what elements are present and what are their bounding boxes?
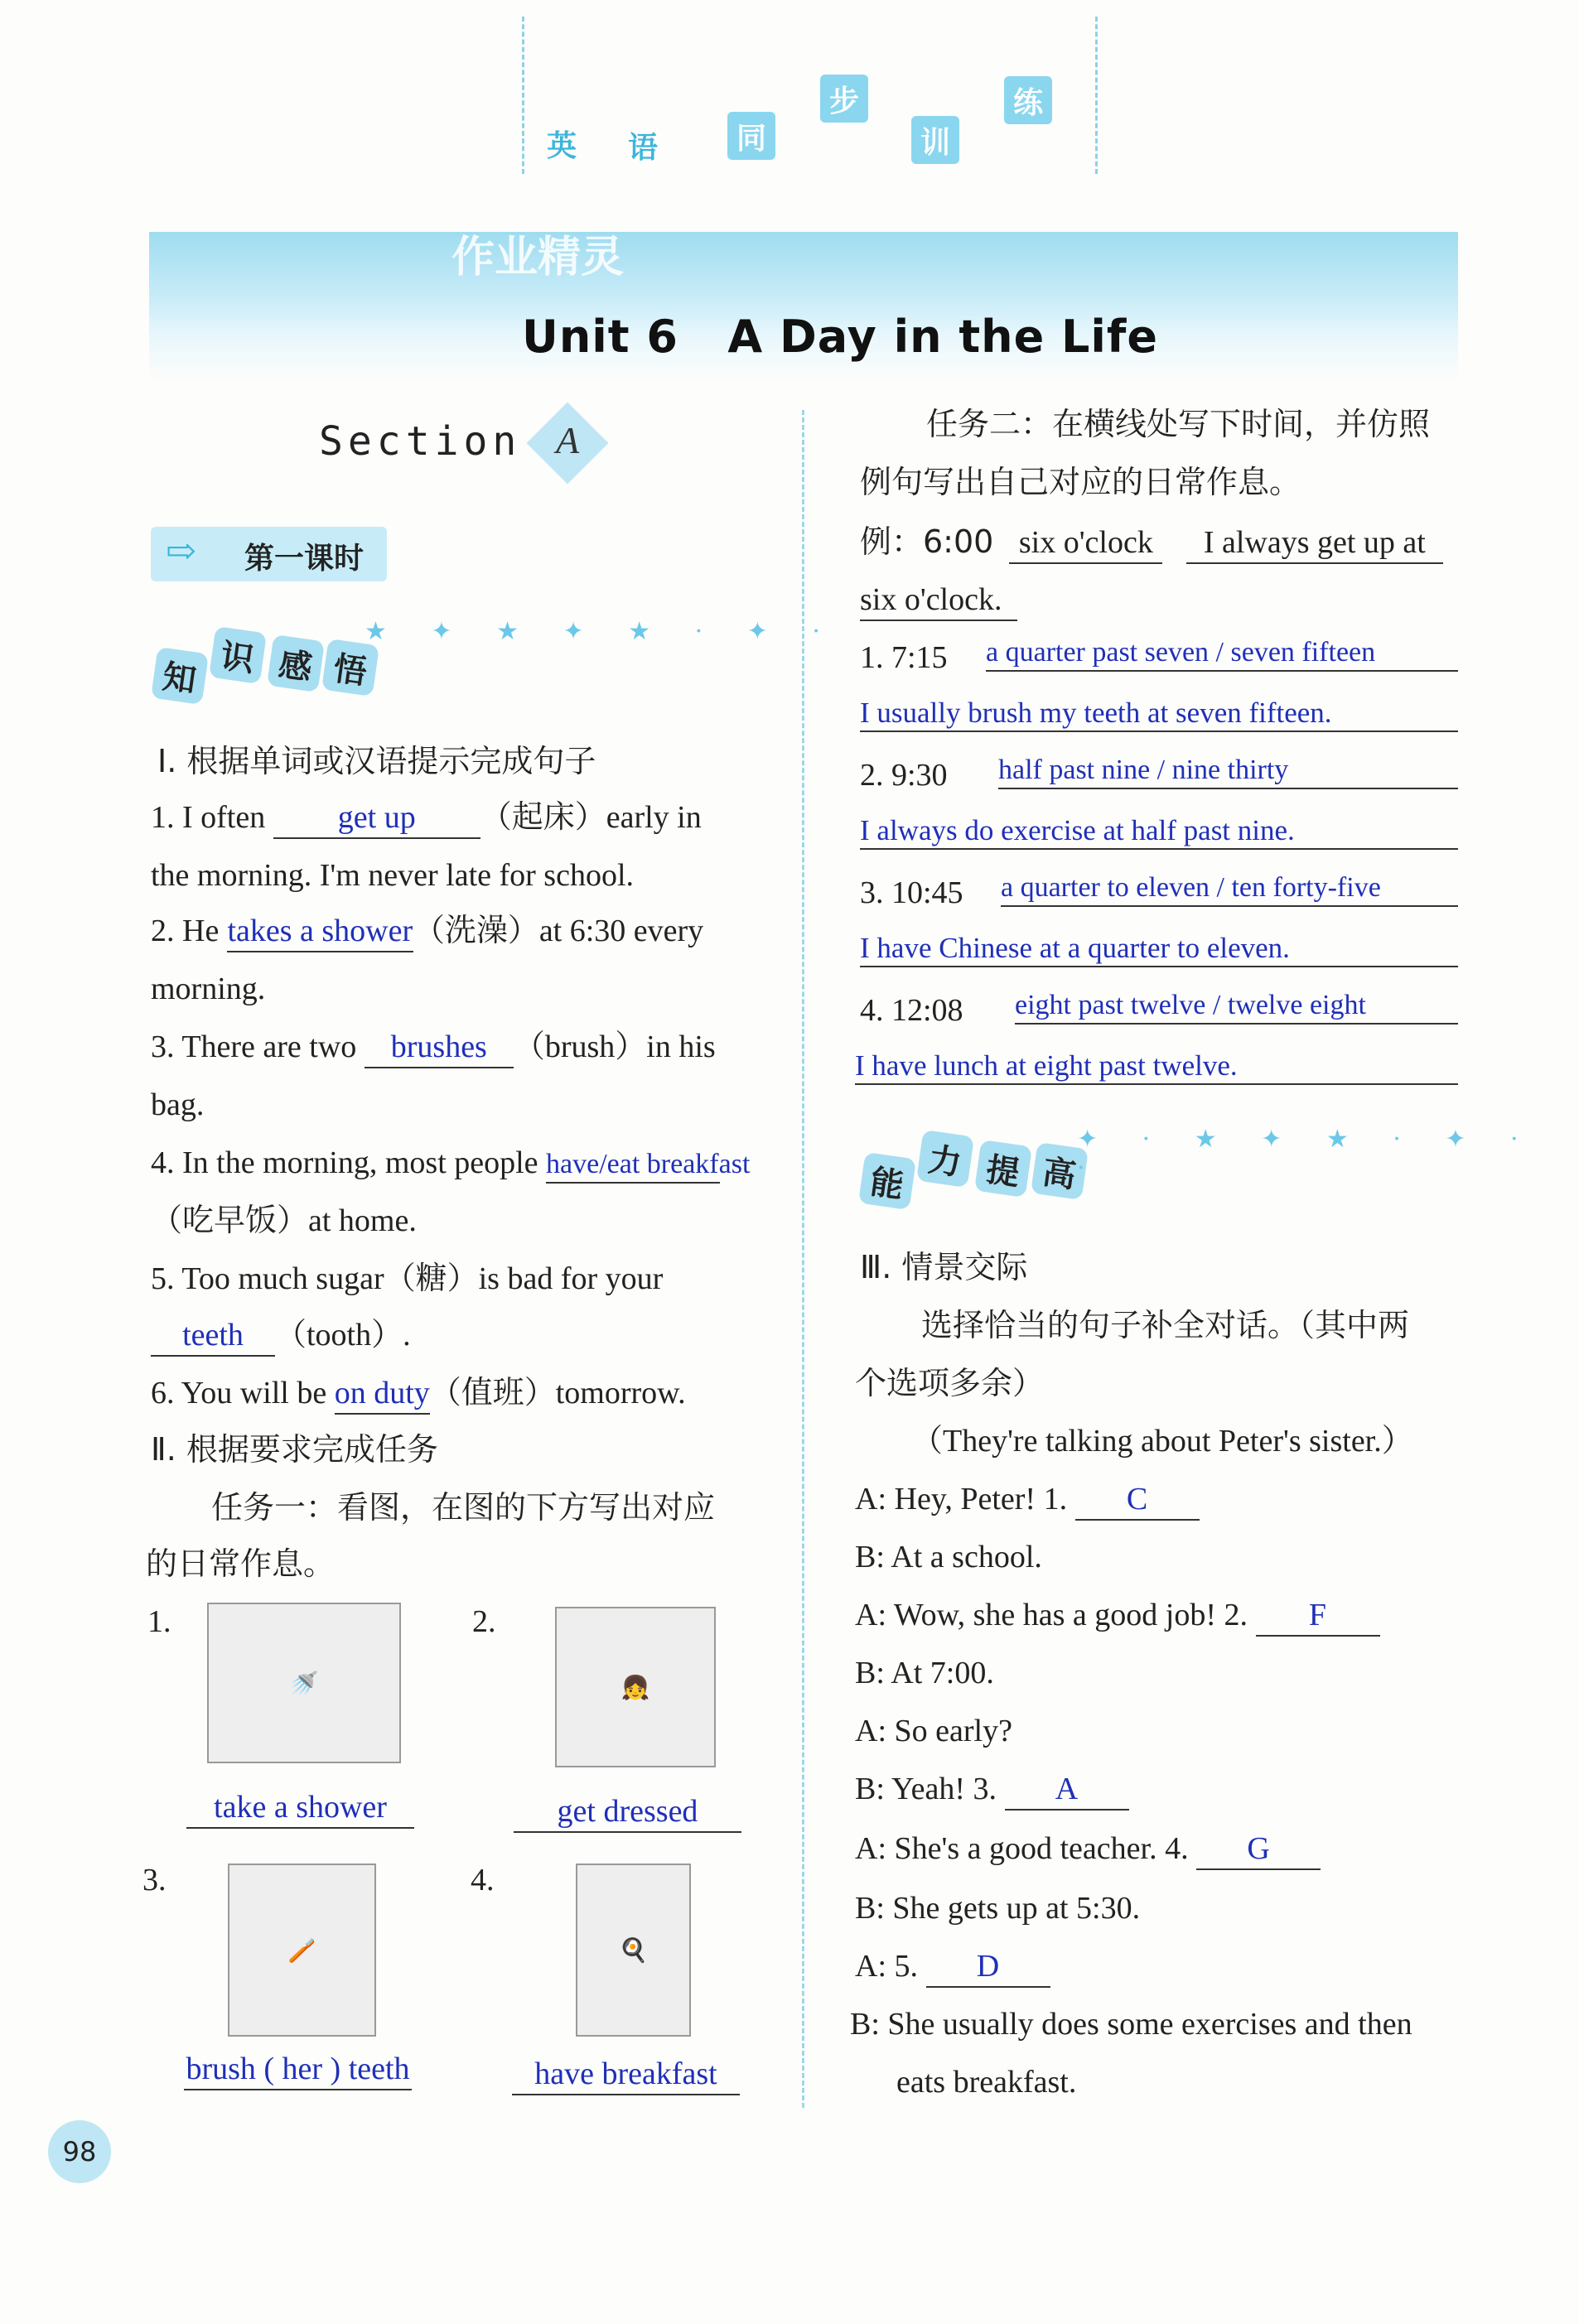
dialog-answer-4: G [1196, 1830, 1321, 1870]
time-num-3: 3. 10:45 [860, 875, 963, 910]
stars-decoration-2: ✦ · ★ ✦ ★ · ✦ · · [1077, 1125, 1537, 1183]
part1-item-1: 1. I often get up （起床）early in [151, 799, 702, 839]
knowledge-badge-3: 感 [267, 634, 325, 692]
sentence-answer-2: I always do exercise at half past nine. [860, 813, 1458, 850]
header-divider-left [522, 17, 524, 174]
part1-heading: Ⅰ. 根据单词或汉语提示完成句子 [157, 743, 596, 779]
part1-item-3: 3. There are two brushes （brush）in his [151, 1029, 716, 1068]
dialog-line-4: B: At 7:00. [855, 1656, 994, 1690]
dialog-answer-5: D [926, 1948, 1050, 1988]
time-answer-1: a quarter past seven / seven fifteen [986, 636, 1458, 672]
part3-context: （They're talking about Peter's sister.） [911, 1424, 1413, 1459]
column-divider [802, 410, 804, 2108]
time-answer-4: eight past twelve / twelve eight [1015, 989, 1458, 1025]
part1-item-2: 2. He takes a shower（洗澡）at 6:30 every [151, 913, 703, 952]
ability-badge-1: 能 [858, 1152, 916, 1210]
part1-item-3-cont: bag. [151, 1087, 205, 1122]
watermark: 作业精灵 [451, 233, 625, 282]
dialog-line-9: A: 5. D [855, 1948, 1050, 1988]
section-label: Section [319, 418, 522, 465]
header-char-5: 训 [911, 116, 959, 164]
header-char-4: 步 [820, 75, 868, 123]
header-char-2: 语 [628, 131, 659, 165]
sentence-answer-4: I have lunch at eight past twelve. [855, 1049, 1458, 1085]
ability-badge-2: 力 [916, 1130, 974, 1188]
dialog-line-8: B: She gets up at 5:30. [855, 1891, 1141, 1926]
answer-6: on duty [335, 1375, 430, 1415]
shower-image: 🚿 [207, 1603, 401, 1763]
sentence-answer-3: I have Chinese at a quarter to eleven. [860, 931, 1458, 967]
dialog-line-10: B: She usually does some exercises and then [850, 2007, 1412, 2042]
part1-item-4: 4. In the morning, most people have/eat breakfast [151, 1145, 720, 1184]
knowledge-badge-4: 悟 [321, 639, 379, 697]
section-letter: A [555, 419, 580, 461]
example-line: 例：6:00 six o'clock I always get up at [860, 523, 1443, 564]
breakfast-image: 🍳 [576, 1864, 691, 2037]
header-char-3: 同 [727, 112, 775, 160]
answer-5: teeth [151, 1317, 275, 1357]
ability-badge-3: 提 [974, 1140, 1032, 1198]
picture-answer-2: get dressed [514, 1793, 741, 1833]
part1-item-5-cont: teeth （tooth）. [151, 1317, 411, 1357]
header-divider-right [1095, 17, 1098, 174]
task2-text: 任务二：在横线处写下时间，并仿照 [926, 406, 1431, 442]
time-num-2: 2. 9:30 [860, 758, 948, 793]
knowledge-badge-1: 知 [151, 647, 209, 705]
part1-item-1-cont: the morning. I'm never late for school. [151, 858, 635, 893]
answer-4: have/eat breakfast [546, 1148, 720, 1184]
picture-answer-3: brush ( her ) teeth [184, 2051, 412, 2090]
dialog-line-2: B: At a school. [855, 1540, 1042, 1574]
part3-instruction: 选择恰当的句子补全对话。（其中两 [921, 1307, 1410, 1343]
brushing-image: 🪥 [228, 1864, 376, 2037]
example-time: six o'clock [1009, 524, 1162, 564]
time-num-1: 1. 7:15 [860, 640, 948, 675]
part1-item-6: 6. You will be on duty（值班）tomorrow. [151, 1375, 686, 1415]
knowledge-badge-2: 识 [209, 626, 267, 684]
part2-heading: Ⅱ. 根据要求完成任务 [151, 1431, 438, 1468]
dialog-answer-1: C [1075, 1481, 1200, 1521]
picture-answer-1: take a shower [186, 1789, 414, 1829]
dressing-image: 👧 [555, 1607, 716, 1767]
picture-num-1: 1. [147, 1604, 171, 1639]
header-char-6: 练 [1004, 76, 1052, 124]
part3-instruction-cont: 个选项多余） [855, 1365, 1045, 1401]
dialog-answer-3: A [1005, 1771, 1129, 1811]
picture-num-3: 3. [142, 1863, 167, 1897]
answer-1: get up [273, 799, 480, 839]
part3-heading: Ⅲ. 情景交际 [860, 1249, 1028, 1285]
answer-3: brushes [365, 1029, 514, 1068]
dialog-line-3: A: Wow, she has a good job! 2. F [855, 1597, 1380, 1637]
dialog-answer-2: F [1256, 1597, 1380, 1637]
task1-text: 任务一：看图，在图的下方写出对应 [211, 1489, 716, 1526]
dialog-line-7: A: She's a good teacher. 4. G [855, 1830, 1321, 1870]
header-char-1: 英 [547, 129, 577, 163]
ability-badge-4: 高 [1031, 1142, 1089, 1200]
task1-text-cont: 的日常作息。 [146, 1545, 336, 1582]
example-sentence: I always get up at [1186, 524, 1443, 564]
part1-item-5: 5. Too much sugar（糖）is bad for your [151, 1261, 664, 1296]
time-answer-2: half past nine / nine thirty [998, 754, 1458, 789]
unit-title: Unit 6 A Day in the Life [522, 311, 1159, 363]
dialog-line-1: A: Hey, Peter! 1. C [855, 1481, 1200, 1521]
picture-num-4: 4. [471, 1863, 495, 1897]
part1-item-2-cont: morning. [151, 972, 266, 1006]
lesson-title: 第一课时 [244, 542, 365, 576]
example-sentence-cont: six o'clock. [860, 581, 1017, 621]
answer-2: takes a shower [227, 913, 413, 952]
picture-num-2: 2. [472, 1604, 496, 1639]
picture-answer-4: have breakfast [512, 2056, 740, 2095]
part1-item-4-cont: （吃早饭）at home. [151, 1203, 417, 1238]
sentence-answer-1: I usually brush my teeth at seven fifteen. [860, 696, 1458, 732]
arrow-icon: ⇨ [166, 530, 196, 572]
dialog-line-11: eats breakfast. [896, 2065, 1077, 2100]
dialog-line-5: A: So early? [855, 1714, 1012, 1748]
time-answer-3: a quarter to eleven / ten forty-five [1001, 871, 1458, 907]
dialog-line-6: B: Yeah! 3. A [855, 1771, 1129, 1811]
page-number: 98 [48, 2120, 111, 2183]
stars-decoration: ★ ✦ ★ ✦ ★ · ✦ · [365, 617, 838, 646]
task2-text-cont: 例句写出自己对应的日常作息。 [860, 464, 1301, 500]
time-num-4: 4. 12:08 [860, 993, 963, 1028]
